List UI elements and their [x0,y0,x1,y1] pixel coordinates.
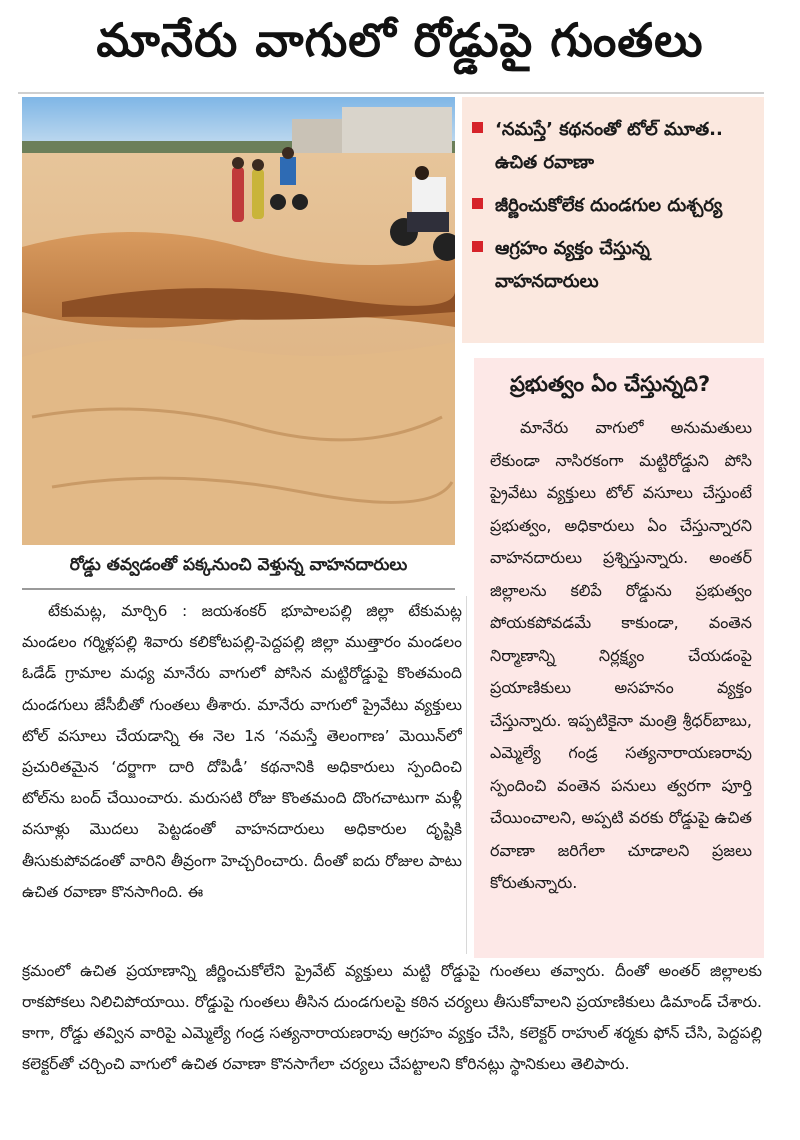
caption-divider [22,588,455,590]
column-divider [466,596,467,954]
square-bullet-icon [472,241,483,252]
article-column: టేకుమట్ల, మార్చి6 : జయశంకర్ భూపాలపల్లి జిల్లా టేకుమట్ల మండలం గర్మిళ్లపల్లి శివారు కలికోటపల్లి-పెద్దపల్లి జిల్లా ముత్తారం మండలం ఓడేడ్ గ్రామాల మధ్య మానేరు వాగులో పోసిన మట్టిరోడ్డుపై కొంతమంది దుండగులు జేసీబీతో గుంతలు తీశారు. మానేరు వాగులో ప్రైవేటు వ్యక్తులు టోల్ వసూలు చేయడాన్ని ఈ నెల 1న ‘నమస్తే తెలంగాణ’ మెయిన్‌లో ప్రచురితమైన ‘దర్జాగా దారి దోపిడీ’ కథనానికి అధికారులు స్పందించి టోల్‌ను బంద్ చేయించారు. మరుసటి రోజు కొంతమంది దొంగచాటుగా మళ్లీ వసూళ్లు మొదలు పెట్టడంతో వాహనదారులు అధికారుల దృష్టికి తీసుకుపోవడంతో వారిని తీవ్రంగా హెచ్చరించారు. దీంతో ఐదు రోజుల పాటు ఉచిత రవాణా కొనసాగింది. ఈ [22,602,462,901]
sidebar-body: మానేరు వాగులో అనుమతులు లేకుండా నాసిరకంగా మట్టిరోడ్డుని పోసి ప్రైవేటు వ్యక్తులు టోల్ వసూలు చేస్తుంటే ప్రభుత్వం, అధికారులు ఏం చేస్తున్నారని వాహనదారులు ప్రశ్నిస్తున్నారు. అంతర్ జిల్లాలను కలిపే రోడ్డును ప్రభుత్వం పోయకపోవడమే కాకుండా, వంతెన నిర్మాణాన్ని నిర్లక్ష్యం చేయడంపై ప్రయాణికులు అసహనం వ్యక్తం చేస్తున్నారు. ఇప్పటికైనా మంత్రి శ్రీధర్‌బాబు, ఎమ్మెల్యే గండ్ర సత్యనారాయణరావు స్పందించి వంతెన పనులు త్వరగా పూర్తి చేయించాలని, అప్పటి వరకు రోడ్డుపై ఉచిత రవాణా జరిగేలా చూడాలని ప్రజలు కోరుతున్నారు. [490,418,752,892]
photo-caption: రోడ్డు తవ్వడంతో పక్కనుంచి వెళ్తున్న వాహనదారులు [69,555,408,575]
highlight-text: ఆగ్రహం వ్యక్తం చేస్తున్న వాహనదారులు [495,238,650,292]
news-photo [22,97,455,545]
dug-road-photo [22,97,455,545]
highlight-text: జీర్ణించుకోలేక దుండగుల దుశ్చర్య [495,195,723,216]
highlight-item [472,189,752,222]
headline: మానేరు వాగులో రోడ్డుపై గుంతలు [96,13,704,67]
highlight-item [472,232,752,298]
article-continued: క్రమంలో ఉచిత ప్రయాణాన్ని జీర్ణించుకోలేని ప్రైవేట్ వ్యక్తులు మట్టి రోడ్డుపై గుంతలు తవ్వారు. దీంతో అంతర్ జిల్లాలకు రాకపోకలు నిలిచిపోయాయి. రోడ్డుపై గుంతలు తీసిన దుండగులపై కఠిన చర్యలు తీసుకోవాలని ప్రయాణికులు డిమాండ్ చేశారు. కాగా, రోడ్డు తవ్విన వారిపై ఎమ్మెల్యే గండ్ర సత్యనారాయణరావు ఆగ్రహం వ్యక్తం చేసి, కలెక్టర్ రాహుల్ శర్మకు ఫోన్ చేసి, పెద్దపల్లి కలెక్టర్‌తో చర్చించి వాగులో ఉచిత రవాణా కొనసాగేలా చర్యలు చేపట్టాలని కోరినట్లు స్థానికులు తెలిపారు. [22,962,762,1073]
highlight-text: ‘నమస్తే’ కథనంతో టోల్ మూత.. ఉచిత రవాణా [495,119,723,173]
sidebar-heading: ప్రభుత్వం ఏం చేస్తున్నది? [510,372,711,396]
square-bullet-icon [472,198,483,209]
highlights-box [462,97,764,343]
headline-divider [18,92,764,94]
square-bullet-icon [472,122,483,133]
highlight-item [472,113,752,179]
sidebar-box [474,358,764,958]
